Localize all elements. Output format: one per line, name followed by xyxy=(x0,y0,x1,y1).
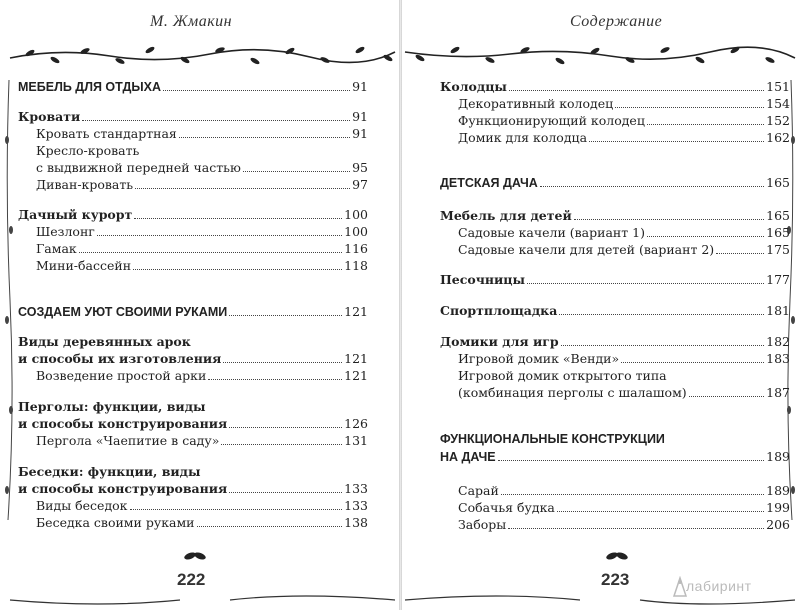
running-head-section: Содержание xyxy=(570,13,663,30)
right-page xyxy=(400,0,800,610)
toc-entry[interactable]: Диван-кровать 97 xyxy=(36,177,368,192)
toc-entry[interactable]: Функционирующий колодец 152 xyxy=(458,113,790,128)
toc-entry[interactable]: (комбинация перголы с шалашом) 187 xyxy=(458,385,790,400)
toc-entry[interactable]: Гамак 116 xyxy=(36,241,368,256)
toc-entry[interactable]: Собачья будка 199 xyxy=(458,500,790,515)
toc-entry[interactable]: Домики для игр 182 xyxy=(440,334,790,349)
toc-entry[interactable]: Заборы 206 xyxy=(458,517,790,532)
vine-ornament-side xyxy=(2,80,16,520)
watermark-logo: лабиринт xyxy=(686,578,752,594)
toc-entry[interactable]: Кровати 91 xyxy=(18,109,368,124)
toc-entry[interactable]: Колодцы 151 xyxy=(440,79,790,94)
toc-entry[interactable]: Игровой домик открытого типа xyxy=(458,368,667,383)
toc-entry[interactable]: Кровать стандартная 91 xyxy=(36,126,368,141)
toc-entry[interactable]: и способы конструирования 133 xyxy=(18,481,368,496)
leaf-ornament-icon xyxy=(183,548,207,564)
toc-entry[interactable]: Шезлонг 100 xyxy=(36,224,368,239)
toc-entry[interactable]: Песочницы 177 xyxy=(440,272,790,287)
toc-entry[interactable]: ДЕТСКАЯ ДАЧА 165 xyxy=(440,175,790,190)
toc-entry[interactable]: с выдвижной передней частью 95 xyxy=(36,160,368,175)
toc-entry[interactable]: Мебель для детей 165 xyxy=(440,208,790,223)
vine-ornament-top xyxy=(0,40,400,70)
toc-entry[interactable]: Возведение простой арки 121 xyxy=(36,368,368,383)
toc-entry[interactable]: и способы их изготовления 121 xyxy=(18,351,368,366)
vine-ornament-top xyxy=(400,40,800,70)
toc-entry[interactable]: Виды деревянных арок xyxy=(18,334,191,349)
toc-entry[interactable]: Игровой домик «Венди» 183 xyxy=(458,351,790,366)
toc-entry[interactable]: Виды беседок 133 xyxy=(36,498,368,513)
toc-entry[interactable]: Спортплощадка 181 xyxy=(440,303,790,318)
toc-entry[interactable]: Декоративный колодец 154 xyxy=(458,96,790,111)
toc-entry[interactable]: Беседки: функции, виды xyxy=(18,464,201,479)
toc-entry[interactable]: Садовые качели для детей (вариант 2) 175 xyxy=(458,242,790,257)
toc-entry[interactable]: СОЗДАЕМ УЮТ СВОИМИ РУКАМИ 121 xyxy=(18,304,368,319)
toc-entry[interactable]: Пергола «Чаепитие в саду» 131 xyxy=(36,433,368,448)
toc-entry[interactable]: Сарай 189 xyxy=(458,483,790,498)
vine-ornament-bottom xyxy=(0,590,400,610)
toc-entry[interactable]: и способы конструирования 126 xyxy=(18,416,368,431)
toc-entry[interactable]: МЕБЕЛЬ ДЛЯ ОТДЫХА 91 xyxy=(18,79,368,94)
running-head-author: М. Жмакин xyxy=(150,13,233,30)
toc-entry[interactable]: ФУНКЦИОНАЛЬНЫЕ КОНСТРУКЦИИ xyxy=(440,432,665,446)
page-number: 223 xyxy=(601,570,630,589)
toc-entry[interactable]: Беседка своими руками 138 xyxy=(36,515,368,530)
toc-entry[interactable]: Кресло-кровать xyxy=(36,143,140,158)
page-number: 222 xyxy=(177,570,206,589)
leaf-ornament-icon xyxy=(605,548,629,564)
toc-entry[interactable]: Мини-бассейн 118 xyxy=(36,258,368,273)
toc-entry[interactable]: Садовые качели (вариант 1) 165 xyxy=(458,225,790,240)
toc-entry[interactable]: Дачный курорт 100 xyxy=(18,207,368,222)
toc-entry[interactable]: НА ДАЧЕ 189 xyxy=(440,449,790,464)
toc-entry[interactable]: Перголы: функции, виды xyxy=(18,399,206,414)
toc-entry[interactable]: Домик для колодца 162 xyxy=(458,130,790,145)
